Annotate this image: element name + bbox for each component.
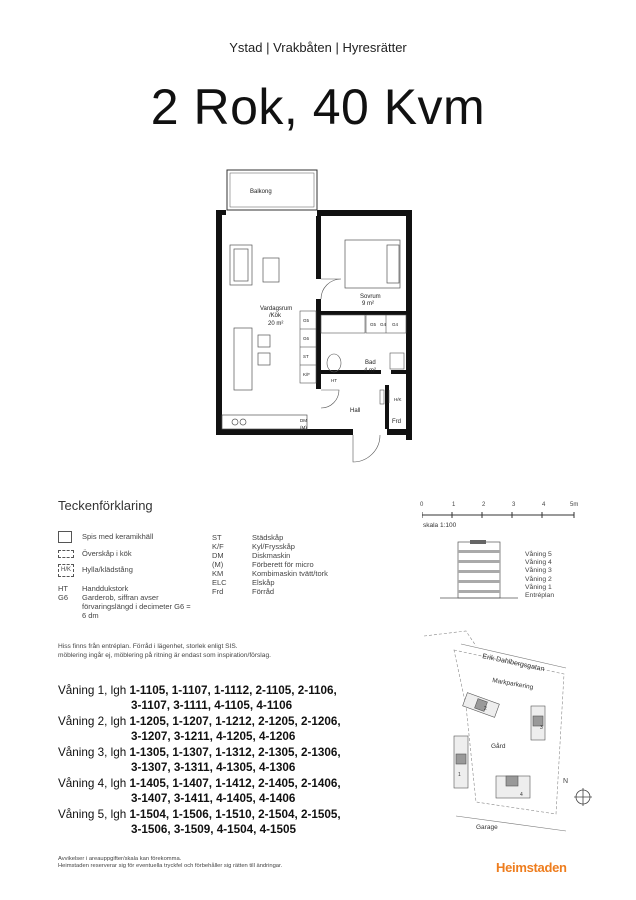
level-label: Våning 4 <box>525 559 552 567</box>
legend-text: Städskåp <box>252 533 284 542</box>
notes <box>58 643 358 660</box>
legend-text: Kombimaskin tvätt/tork <box>252 569 328 578</box>
house-label: 4 <box>520 792 523 798</box>
hall-label: Hall <box>350 408 361 414</box>
floor-block <box>58 777 341 806</box>
balcony-label: Balkong <box>250 189 272 195</box>
legend-symbol: K/F <box>212 542 224 551</box>
yard-label: Gård <box>491 743 506 750</box>
floor-block <box>58 746 341 775</box>
floor-block <box>58 808 341 837</box>
apartment-numbers: 3-1307, 3-1311, 4-1305, 4-1306 <box>131 760 296 774</box>
tag-g4-b: G4 <box>392 322 399 327</box>
legend-symbol: HT <box>58 584 68 593</box>
disclaimer <box>58 856 282 870</box>
floor-block <box>58 715 341 744</box>
level-label: Våning 2 <box>525 575 552 583</box>
legend-symbol: G6 <box>58 593 69 602</box>
legend-row <box>212 569 372 578</box>
apartment-numbers: 1-1504, 1-1506, 1-1510, 2-1504, 2-1505, <box>129 808 341 821</box>
tag-dm: DM <box>300 418 307 423</box>
living-label: Vardagsrum <box>260 306 293 312</box>
bedroom-label: Sovrum <box>360 294 381 300</box>
street-label: Erik Dahlbergsgatan <box>481 653 546 674</box>
bath-area: 4 m² <box>364 368 376 374</box>
floor-label: Våning 2, lgh <box>58 715 127 728</box>
parking-label: Markparkering <box>491 677 534 692</box>
legend-text: Elskåp <box>252 578 275 587</box>
legend-text: Hylla/klädstång <box>82 565 133 574</box>
room-labels <box>250 189 402 430</box>
apartment-numbers: 1-1305, 1-1307, 1-1312, 2-1305, 2-1306, <box>129 746 341 759</box>
legend-row <box>212 533 372 542</box>
living-label-2: /Kök <box>269 313 282 319</box>
floor-label: Våning 4, lgh <box>58 777 127 790</box>
level-label: Våning 1 <box>525 583 552 591</box>
house-label: 2 <box>484 706 487 712</box>
tag-g6: G6 <box>303 336 310 341</box>
legend-heading: Teckenförklaring <box>58 498 153 513</box>
legend-row <box>212 551 372 560</box>
tag-g5-b: G5 <box>370 322 377 327</box>
legend-text: Handdukstork <box>82 584 129 593</box>
project-subtitle: Ystad | Vrakbåten | Hyresrätter <box>229 40 407 55</box>
floor-plan <box>200 165 430 475</box>
north-label: N <box>563 778 569 785</box>
disclaimer-line: Heimstaden reserverar sig för eventuella tryckfel och förbehåller sig rätten till ändringar. <box>58 863 283 870</box>
legend-symbol: DM <box>212 551 224 560</box>
apartment-numbers: 3-1506, 3-1509, 4-1504, 4-1505 <box>131 822 297 836</box>
legend-symbol: Frd <box>212 587 224 596</box>
brand-logo: Heimstaden <box>496 860 567 875</box>
legend-text: Garderob, siffran avser förvaringslängd i decimeter G6 = 6 dm <box>82 593 191 620</box>
bath-label: Bad <box>365 360 376 366</box>
overhead-cabinet-icon <box>58 550 74 558</box>
scale-graphic <box>422 512 577 518</box>
legend-symbol: KM <box>212 569 224 578</box>
legend-text: Förråd <box>252 587 275 596</box>
tag-kf: K/F <box>303 372 311 377</box>
legend-text: Förberett för micro <box>252 560 314 569</box>
level-label: Våning 3 <box>525 567 552 575</box>
floor-label: Våning 3, lgh <box>58 746 127 759</box>
apartment-numbers: 3-1207, 3-1211, 4-1205, 4-1206 <box>131 729 296 743</box>
storage-label: Frd <box>392 419 401 425</box>
scale-label: skala 1:100 <box>423 522 457 529</box>
scale-tick: 3 <box>512 502 516 508</box>
tag-m: (M) <box>300 425 307 430</box>
level-list <box>525 551 554 600</box>
note-line: möblering ingår ej, möblering på ritning är endast som inspiration/förslag. <box>58 651 271 659</box>
scale-tick: 0 <box>420 502 424 508</box>
apartment-numbers: 1-1105, 1-1107, 1-1112, 2-1105, 2-1106, <box>129 684 337 697</box>
tag-g4: G4 <box>380 322 387 327</box>
level-label: Våning 5 <box>525 551 552 558</box>
cooktop-icon <box>58 531 72 543</box>
bedroom-area: 9 m² <box>362 301 374 307</box>
legend-text: Överskåp i kök <box>82 549 132 558</box>
legend-row <box>212 578 372 587</box>
tag-g5: G5 <box>303 318 310 323</box>
disclaimer-line: Avvikelser i areauppgifter/skala kan förekomma. <box>58 856 182 862</box>
scale-tick: 4 <box>542 502 546 508</box>
tag-hk: H/K <box>394 397 402 402</box>
floor-block <box>58 684 337 713</box>
house-label: 3 <box>540 725 543 731</box>
scale-tick: 1 <box>452 502 456 508</box>
legend-text: Kyl/Frysskåp <box>252 542 295 551</box>
legend-right <box>212 533 372 596</box>
legend-symbol: ST <box>212 533 222 542</box>
level-label: Entréplan <box>525 592 555 600</box>
legend-text: Diskmaskin <box>252 551 291 560</box>
balcony <box>227 170 317 210</box>
building-section <box>440 540 520 606</box>
living-area: 20 m² <box>268 321 284 327</box>
apartment-numbers: 3-1407, 3-1411, 4-1405, 4-1406 <box>131 791 296 805</box>
scale-tick: 5m <box>570 502 579 508</box>
scale-tick: 2 <box>482 502 486 508</box>
tag-st: ST <box>303 354 309 359</box>
legend-row <box>212 542 372 551</box>
tag-ht: HT <box>331 378 337 383</box>
north-arrow-icon <box>574 788 592 806</box>
legend-text: Spis med keramikhäll <box>82 532 154 541</box>
legend-row <box>212 587 372 596</box>
house-label: 1 <box>458 772 461 778</box>
living-furniture <box>222 245 307 429</box>
bed <box>345 240 400 288</box>
shelf-icon: H/K <box>58 564 74 577</box>
legend-row <box>212 560 372 569</box>
legend-symbol: ELC <box>212 578 227 587</box>
garage-label: Garage <box>476 824 498 831</box>
apartment-numbers: 3-1107, 3-1111, 4-1105, 4-1106 <box>131 698 293 712</box>
legend-symbol: (M) <box>212 560 224 569</box>
site-map <box>416 626 576 836</box>
scale-bar <box>420 502 585 522</box>
floor-label: Våning 1, lgh <box>58 684 127 697</box>
page-title: 2 Rok, 40 Kvm <box>150 79 486 135</box>
note-line: Hiss finns från entréplan. Förråd i lägenhet, storlek enligt SIS. <box>58 643 238 650</box>
apartment-numbers: 1-1205, 1-1207, 1-1212, 2-1205, 2-1206, <box>129 715 341 728</box>
floor-label: Våning 5, lgh <box>58 808 127 821</box>
apartment-numbers: 1-1405, 1-1407, 1-1412, 2-1405, 2-1406, <box>129 777 341 790</box>
